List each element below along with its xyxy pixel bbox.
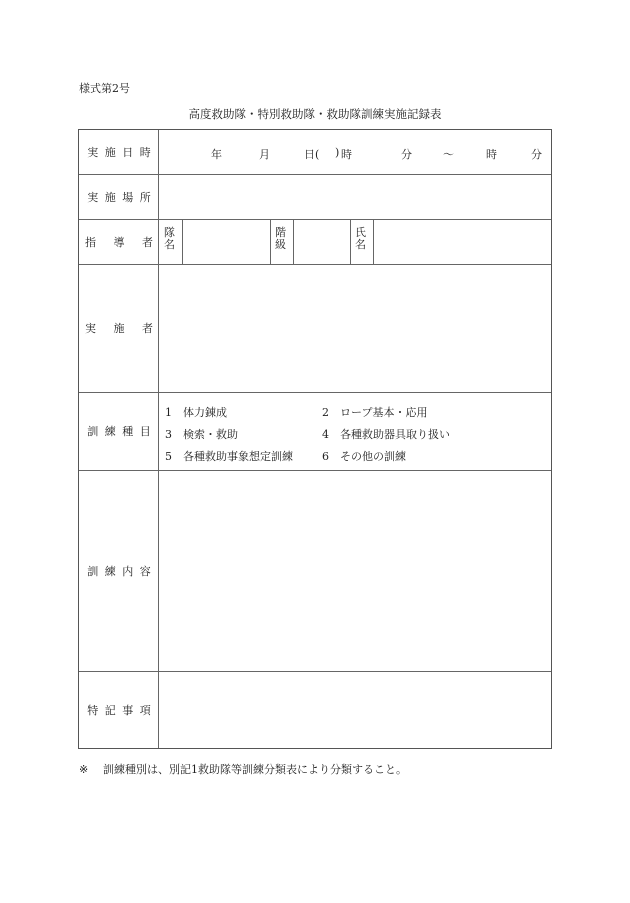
label-char: 施 — [104, 146, 116, 159]
start-hour-unit: 時 — [341, 148, 352, 161]
training-option-5[interactable] — [165, 448, 293, 464]
month-unit: 月 — [259, 148, 270, 161]
label-char: 容 — [139, 564, 151, 578]
training-option-4[interactable] — [322, 426, 450, 442]
reference-mark-icon: ※ — [79, 763, 89, 776]
label-char: 内 — [122, 564, 134, 578]
label-instructor — [79, 219, 159, 264]
training-content-field[interactable] — [159, 471, 551, 670]
label-char: 日 — [122, 146, 134, 159]
option-label: その他の訓練 — [340, 450, 406, 463]
label-char: 種 — [122, 425, 134, 438]
day-unit: 日( — [304, 148, 320, 161]
label-char: 練 — [104, 425, 116, 438]
label-place — [79, 174, 159, 219]
year-unit: 年 — [211, 148, 222, 161]
label-char: 場 — [122, 190, 134, 204]
option-label: 各種救助器具取り扱い — [340, 428, 450, 441]
option-label: 体力錬成 — [183, 406, 227, 419]
label-char: 導 — [113, 235, 125, 249]
label-char: 目 — [139, 425, 151, 438]
label-char: 施 — [104, 190, 116, 204]
form-number: 様式第2号 — [79, 82, 130, 95]
option-number: 3 — [165, 428, 172, 441]
rank-label: 階級 — [275, 226, 286, 251]
label-char: 施 — [113, 322, 125, 335]
option-number: 2 — [322, 406, 329, 419]
option-label: 各種救助事象想定訓練 — [183, 450, 293, 463]
label-char: 訓 — [87, 564, 99, 578]
column-divider — [350, 219, 351, 264]
option-number: 6 — [322, 450, 329, 463]
range-tilde: ～ — [443, 148, 454, 161]
label-char: 実 — [87, 146, 99, 159]
option-number: 1 — [165, 406, 172, 419]
training-record-table — [78, 129, 552, 749]
label-char: 訓 — [87, 425, 99, 438]
person-name-field[interactable] — [374, 220, 551, 263]
label-char: 実 — [85, 322, 96, 335]
label-char: 者 — [142, 235, 153, 249]
label-char: 記 — [104, 703, 116, 717]
label-training-content — [79, 470, 159, 671]
label-datetime — [79, 130, 159, 174]
label-char: 特 — [87, 703, 99, 717]
training-option-1[interactable] — [165, 404, 227, 420]
footnote-text: 訓練種別は、別記1救助隊等訓練分類表により分類すること。 — [103, 763, 407, 776]
option-label: 検索・救助 — [183, 428, 238, 441]
label-char: 項 — [139, 703, 151, 717]
option-label: ロープ基本・応用 — [340, 406, 428, 419]
training-option-3[interactable] — [165, 426, 238, 442]
label-char: 者 — [142, 322, 153, 335]
training-option-6[interactable] — [322, 448, 406, 464]
end-minute-unit: 分 — [531, 148, 542, 161]
label-participants — [79, 264, 159, 392]
option-number: 5 — [165, 450, 172, 463]
unit-name-field[interactable] — [183, 220, 270, 263]
end-hour-unit: 時 — [486, 148, 497, 161]
rank-field[interactable] — [294, 220, 350, 263]
label-char: 時 — [139, 146, 151, 159]
participants-field[interactable] — [159, 265, 551, 391]
label-training-type — [79, 392, 159, 470]
person-name-label: 氏名 — [355, 226, 366, 251]
start-minute-unit: 分 — [401, 148, 412, 161]
label-char: 練 — [104, 564, 116, 578]
label-remarks — [79, 671, 159, 748]
label-char: 所 — [139, 190, 151, 204]
training-option-2[interactable] — [322, 404, 427, 420]
place-field[interactable] — [159, 175, 551, 218]
datetime-field[interactable] — [159, 146, 551, 162]
column-divider — [270, 219, 271, 264]
label-char: 実 — [87, 190, 99, 204]
weekday-close: ) — [335, 146, 340, 159]
page-title: 高度救助隊・特別救助隊・救助隊訓練実施記録表 — [188, 107, 442, 121]
footnote — [79, 761, 407, 777]
unit-name-label: 隊名 — [164, 226, 175, 251]
remarks-field[interactable] — [159, 672, 551, 747]
label-char: 指 — [85, 235, 96, 249]
label-char: 事 — [122, 703, 134, 717]
option-number: 4 — [322, 428, 329, 441]
